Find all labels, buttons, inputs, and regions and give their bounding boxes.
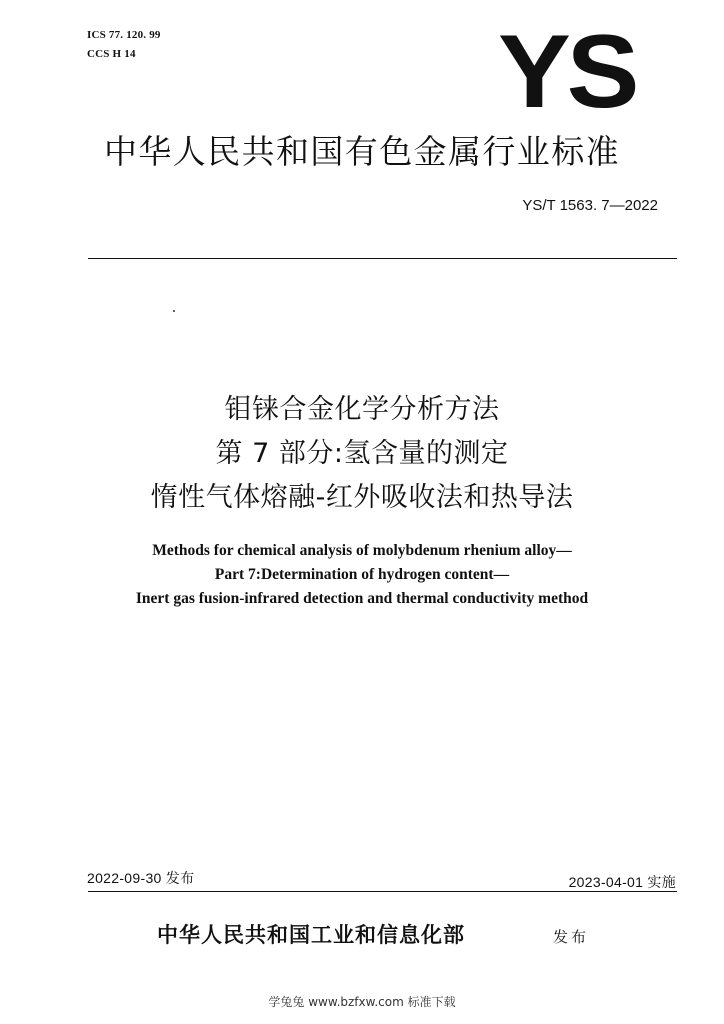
- ics-code: ICS 77. 120. 99: [87, 29, 161, 41]
- english-title-line-1: Methods for chemical analysis of molybdenum rhenium alloy—: [152, 542, 572, 559]
- english-title-line-2: Part 7:Determination of hydrogen content—: [214, 566, 510, 583]
- top-divider: [88, 258, 677, 259]
- standard-number: YS/T 1563. 7—2022: [522, 197, 658, 214]
- chinese-title-line-1: 钼铼合金化学分析方法: [224, 394, 500, 425]
- ccs-code: CCS H 14: [87, 48, 136, 60]
- ys-logo: YS: [498, 14, 636, 130]
- implementation-date: 2023-04-01 实施: [568, 874, 676, 890]
- issue-label: 发布: [553, 928, 590, 946]
- english-title-line-3: Inert gas fusion-infrared detection and thermal conductivity method: [135, 590, 589, 607]
- scan-speck: [173, 310, 175, 312]
- issuing-authority: 中华人民共和国工业和信息化部: [157, 922, 465, 947]
- bottom-divider: [88, 891, 677, 892]
- chinese-title-line-2: 第 7 部分:氢含量的测定: [215, 438, 509, 469]
- standard-organization-title: 中华人民共和国有色金属行业标准: [104, 132, 620, 171]
- chinese-title-line-3: 惰性气体熔融-红外吸收法和热导法: [150, 482, 574, 513]
- watermark-text: 学兔兔 www.bzfxw.com 标准下载: [268, 995, 456, 1009]
- issue-date: 2022-09-30 发布: [87, 870, 195, 886]
